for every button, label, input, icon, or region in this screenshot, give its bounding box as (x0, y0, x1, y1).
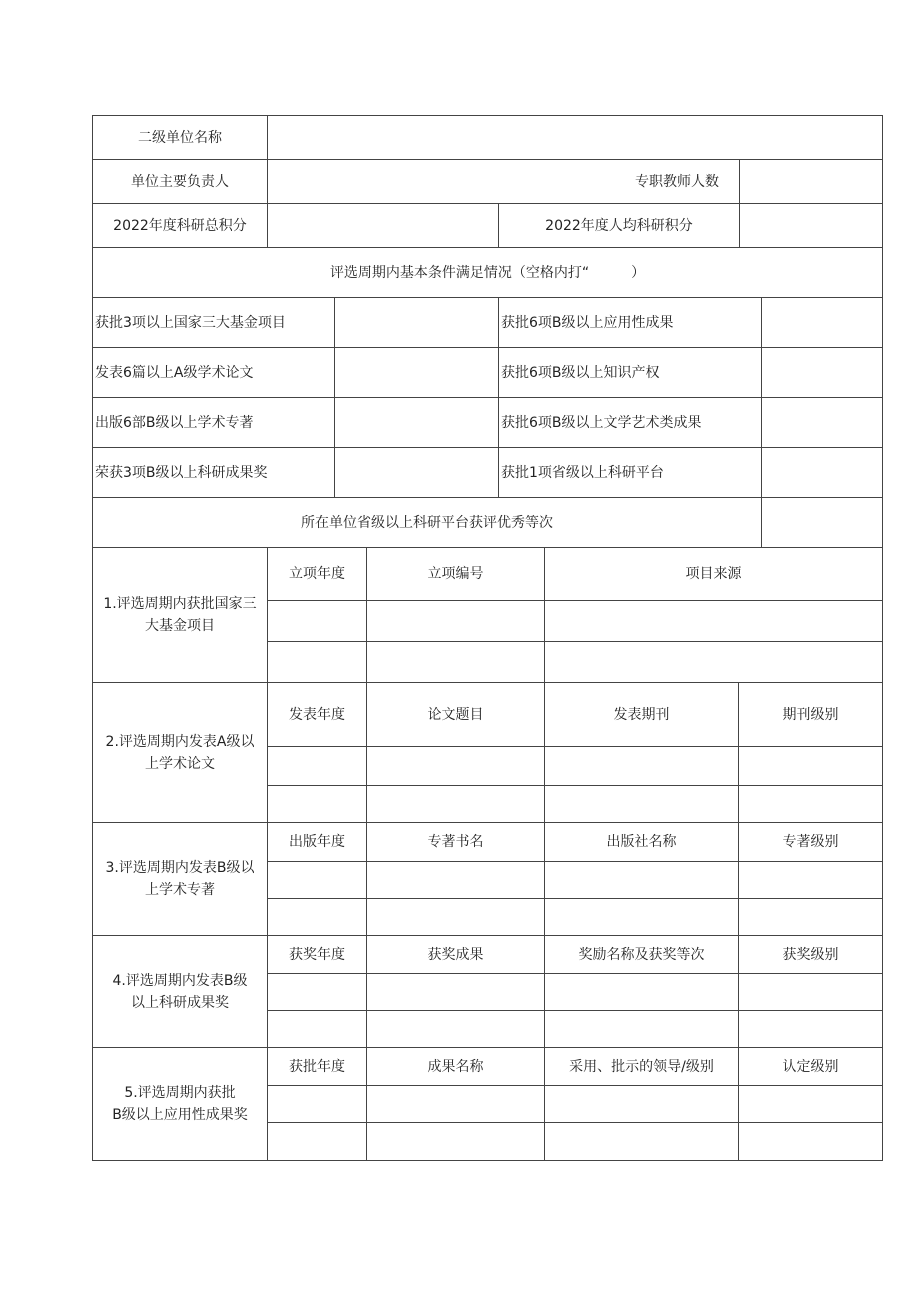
section-title: 3.评选周期内发表B级以 上学术专著 (92, 822, 268, 936)
condition-label: 发表6篇以上A级学术论文 (92, 347, 335, 398)
section-title: 2.评选周期内发表A级以 上学术论文 (92, 682, 268, 823)
table-cell[interactable] (544, 600, 883, 642)
table-cell[interactable] (544, 1010, 739, 1048)
condition-label: 获批6项B级以上文学艺术类成果 (498, 397, 762, 448)
table-cell[interactable] (267, 898, 367, 936)
table-cell[interactable] (544, 785, 739, 823)
condition-checkbox[interactable] (761, 397, 883, 448)
table-cell[interactable] (366, 861, 545, 899)
table-cell[interactable] (738, 746, 883, 786)
column-header: 奖励名称及获奖等次 (544, 935, 739, 974)
table-cell[interactable] (366, 600, 545, 642)
award-application-form (93, 116, 884, 1161)
table-cell[interactable] (738, 898, 883, 936)
table-cell[interactable] (738, 973, 883, 1011)
column-header: 获奖级别 (738, 935, 883, 974)
table-cell[interactable] (738, 1122, 883, 1161)
column-header: 出版社名称 (544, 822, 739, 862)
condition-label: 获批1项省级以上科研平台 (498, 447, 762, 498)
table-cell[interactable] (267, 1122, 367, 1161)
table-cell[interactable] (267, 785, 367, 823)
condition-checkbox[interactable] (761, 447, 883, 498)
table-cell[interactable] (544, 973, 739, 1011)
condition-label: 出版6部B级以上学术专著 (92, 397, 335, 448)
column-header: 立项编号 (366, 547, 545, 601)
condition-label: 获批6项B级以上知识产权 (498, 347, 762, 398)
column-header: 期刊级别 (738, 682, 883, 747)
column-header: 出版年度 (267, 822, 367, 862)
condition-checkbox[interactable] (334, 347, 499, 398)
table-cell[interactable] (366, 973, 545, 1011)
table-cell[interactable] (544, 861, 739, 899)
section-title: 1.评选周期内获批国家三 大基金项目 (92, 547, 268, 683)
column-header: 采用、批示的领导/级别 (544, 1047, 739, 1086)
section-title: 4.评选周期内发表B级 以上科研成果奖 (92, 935, 268, 1048)
table-cell[interactable] (544, 1122, 739, 1161)
column-header: 发表期刊 (544, 682, 739, 747)
condition-label: 荣获3项B级以上科研成果奖 (92, 447, 335, 498)
conditions-title: 评选周期内基本条件满足情况（空格内打“ ） (92, 247, 883, 298)
table-cell[interactable] (544, 1085, 739, 1123)
table-cell[interactable] (366, 1010, 545, 1048)
table-cell[interactable] (738, 1085, 883, 1123)
table-cell[interactable] (366, 1085, 545, 1123)
unit-name-label: 二级单位名称 (92, 115, 268, 160)
table-cell[interactable] (738, 1010, 883, 1048)
column-header: 获奖成果 (366, 935, 545, 974)
table-cell[interactable] (267, 973, 367, 1011)
column-header: 专著级别 (738, 822, 883, 862)
table-cell[interactable] (267, 600, 367, 642)
table-cell[interactable] (267, 861, 367, 899)
column-header: 专著书名 (366, 822, 545, 862)
table-cell[interactable] (544, 898, 739, 936)
column-header: 认定级别 (738, 1047, 883, 1086)
unit-head-label: 单位主要负责人 (92, 159, 268, 204)
column-header: 发表年度 (267, 682, 367, 747)
condition-checkbox[interactable] (334, 397, 499, 448)
section-title: 5.评选周期内获批 B级以上应用性成果奖 (92, 1047, 268, 1161)
per-capita-points-label: 2022年度人均科研积分 (498, 203, 740, 248)
table-cell[interactable] (738, 785, 883, 823)
table-cell[interactable] (366, 898, 545, 936)
column-header: 立项年度 (267, 547, 367, 601)
condition-checkbox[interactable] (334, 297, 499, 348)
condition-label: 获批3项以上国家三大基金项目 (92, 297, 335, 348)
table-cell[interactable] (267, 1010, 367, 1048)
table-cell[interactable] (366, 785, 545, 823)
table-cell[interactable] (366, 641, 545, 683)
table-cell[interactable] (267, 746, 367, 786)
column-header: 成果名称 (366, 1047, 545, 1086)
fulltime-teachers-label: 专职教师人数 (267, 159, 740, 204)
total-points-field[interactable] (267, 203, 499, 248)
condition-checkbox[interactable] (334, 447, 499, 498)
per-capita-points-field[interactable] (739, 203, 883, 248)
unit-name-field[interactable] (267, 115, 883, 160)
table-cell[interactable] (267, 1085, 367, 1123)
table-cell[interactable] (738, 861, 883, 899)
table-cell[interactable] (366, 746, 545, 786)
table-cell[interactable] (267, 641, 367, 683)
condition-checkbox[interactable] (761, 347, 883, 398)
platform-rating-field[interactable] (761, 497, 883, 548)
column-header: 论文题目 (366, 682, 545, 747)
condition-checkbox[interactable] (761, 297, 883, 348)
column-header: 项目来源 (544, 547, 883, 601)
total-points-label: 2022年度科研总积分 (92, 203, 268, 248)
condition-label: 获批6项B级以上应用性成果 (498, 297, 762, 348)
column-header: 获批年度 (267, 1047, 367, 1086)
fulltime-teachers-field[interactable] (739, 159, 883, 204)
table-cell[interactable] (366, 1122, 545, 1161)
table-cell[interactable] (544, 746, 739, 786)
column-header: 获奖年度 (267, 935, 367, 974)
table-cell[interactable] (544, 641, 883, 683)
platform-rating-label: 所在单位省级以上科研平台获评优秀等次 (92, 497, 762, 548)
